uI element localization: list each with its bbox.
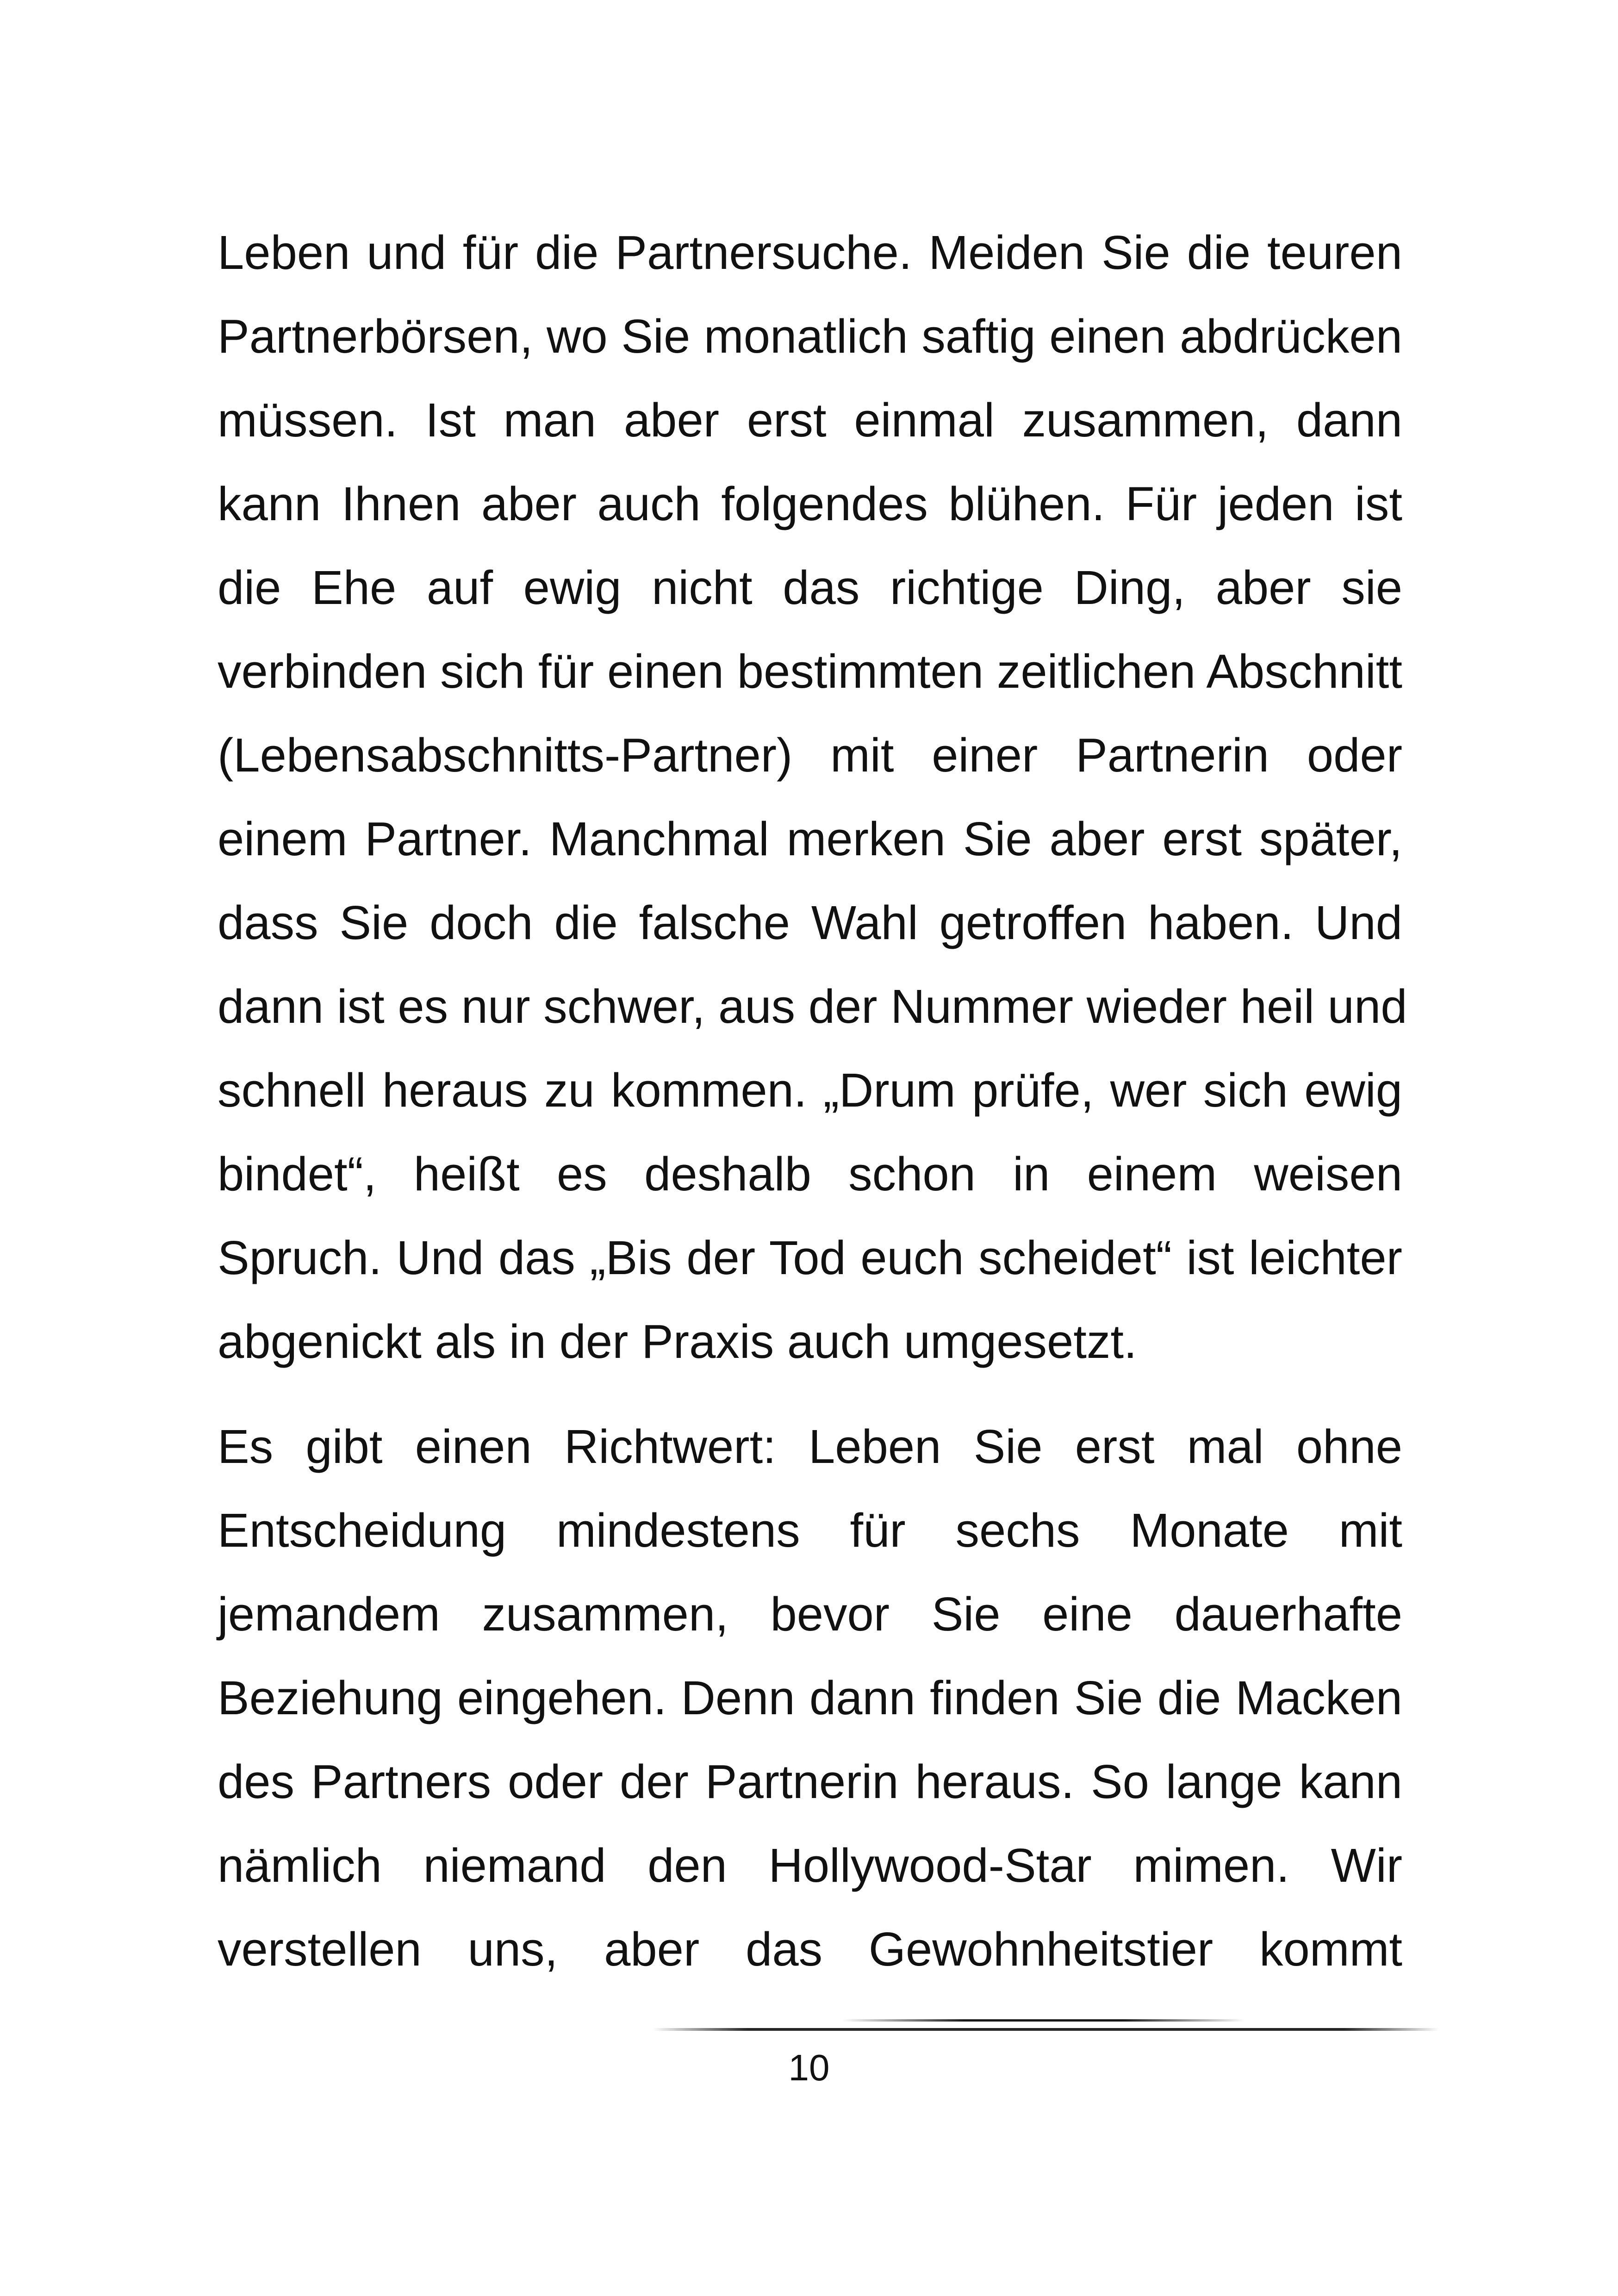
paragraph-1 — [218, 211, 1407, 1383]
text-line: Leben und für die Partnersuche. Meiden Sie die teuren — [218, 226, 1402, 279]
text-line: dann ist es nur schwer, aus der Nummer wieder heil und — [218, 980, 1407, 1033]
text-line: (Lebensabschnitts-Partner) mit einer Partnerin oder — [218, 728, 1402, 782]
text-line: verstellen uns, aber das Gewohnheitstier kommt — [218, 1923, 1402, 1976]
text-line: kann Ihnen aber auch folgendes blühen. Für jeden ist — [218, 477, 1402, 530]
text-line: Es gibt einen Richtwert: Leben Sie erst mal ohne — [218, 1420, 1402, 1473]
text-line: schnell heraus zu kommen. „Drum prüfe, wer sich ewig — [218, 1064, 1402, 1117]
paragraph-2 — [218, 1405, 1402, 1991]
footer-rule-main — [653, 2028, 1439, 2031]
text-line: müssen. Ist man aber erst einmal zusammen, dann — [218, 393, 1402, 447]
text-line: des Partners oder der Partnerin heraus. So lange kann — [218, 1755, 1402, 1808]
text-line: Spruch. Und das „Bis der Tod euch scheidet“ ist leichter — [218, 1231, 1402, 1284]
text-line: abgenickt als in der Praxis auch umgesetzt. — [218, 1315, 1137, 1368]
text-line: Partnerbörsen, wo Sie monatlich saftig einen abdrücken — [218, 310, 1402, 363]
footer-rule-top — [842, 2019, 1245, 2022]
text-line: Beziehung eingehen. Denn dann finden Sie die Macken — [218, 1671, 1402, 1724]
text-line: einem Partner. Manchmal merken Sie aber erst später, — [218, 812, 1402, 865]
text-line: Entscheidung mindestens für sechs Monate mit — [218, 1504, 1402, 1557]
text-line: die Ehe auf ewig nicht das richtige Ding, aber sie — [218, 561, 1402, 614]
text-line: verbinden sich für einen bestimmten zeitlichen Abschnitt — [218, 645, 1402, 698]
text-line: jemandem zusammen, bevor Sie eine dauerhafte — [218, 1587, 1402, 1641]
page-number: 10 — [788, 2047, 830, 2088]
text-line: dass Sie doch die falsche Wahl getroffen haben. Und — [218, 896, 1402, 949]
text-line: bindet“, heißt es deshalb schon in einem weisen — [218, 1147, 1402, 1201]
text-line: nämlich niemand den Hollywood-Star mimen. Wir — [218, 1839, 1402, 1892]
